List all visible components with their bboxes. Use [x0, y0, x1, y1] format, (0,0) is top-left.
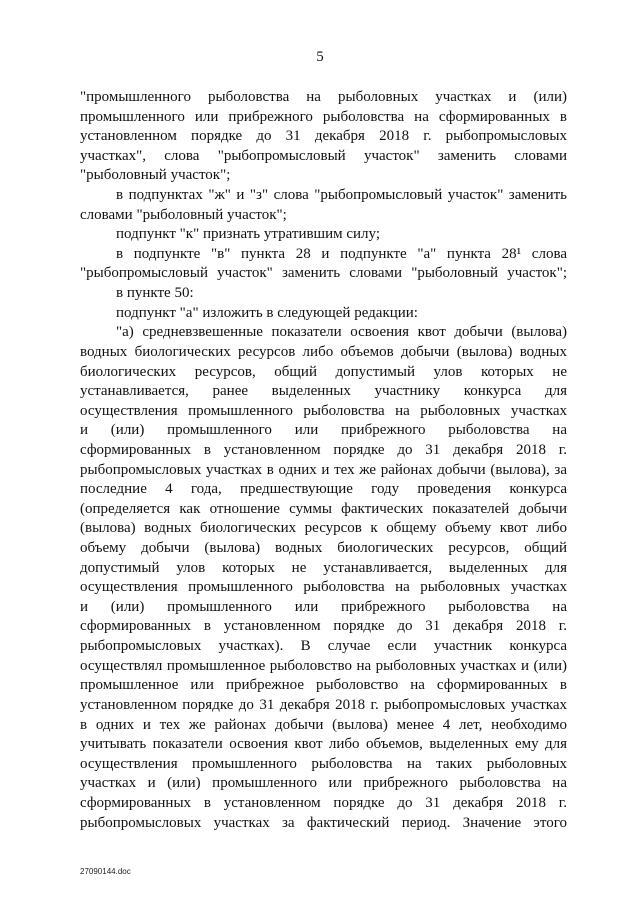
footer-file-code: 27090144.doc: [80, 867, 131, 876]
text-line: установленном порядке до 31 декабря 2018 г. рыбопромысловых: [80, 128, 567, 145]
text-line: "а) средневзвешенные показатели освоения квот добычи (вылова): [116, 324, 567, 341]
text-line: в подпунктах "ж" и "з" слова "рыбопромысловый участок" заменить: [116, 187, 567, 204]
text-line: в пункте 50:: [116, 285, 194, 302]
text-line: в подпункте "в" пункта 28 и подпункте "а" пункта 28¹ слова: [116, 245, 567, 262]
text-line: подпункт "а" изложить в следующей редакции:: [116, 304, 418, 321]
text-line: подпункт "к" признать утратившим силу;: [116, 226, 381, 243]
text-line: учитывать показатели освоения квот либо объемов, выделенных ему для: [80, 736, 567, 753]
text-line: устанавливается, ранее выделенных участнику конкурса для: [80, 383, 567, 400]
text-line: промышленное или прибрежное рыболовство на сформированных в: [80, 677, 567, 694]
text-line: "промышленного рыболовства на рыболовных участках и (или): [80, 89, 567, 105]
text-line: и (или) промышленного или прибрежного рыболовства на: [80, 598, 567, 615]
text-line: (определяется как отношение суммы фактических показателей добычи: [80, 500, 567, 517]
text-line: осуществления промышленного рыболовства на рыболовных участках: [80, 402, 567, 419]
text-line: биологических ресурсов, общий допустимый улов которых не: [80, 363, 567, 380]
text-line: допустимый улов которых не устанавливается, выделенных для: [80, 559, 567, 576]
text-line: "рыбопромысловый участок" заменить словами "рыболовный участок";: [80, 265, 567, 282]
text-line: осуществлял промышленное рыболовство на рыболовных участках и (или): [80, 657, 567, 674]
text-line: осуществления промышленного рыболовства на рыболовных участках: [80, 579, 567, 596]
document-body: [80, 88, 567, 833]
text-line: участках", слова "рыбопромысловый участок" заменить словами: [80, 147, 567, 164]
text-line: рыбопромысловых участках в одних и тех же районах добычи (вылова), за: [80, 461, 567, 478]
text-line: последние 4 года, предшествующие году проведения конкурса: [80, 481, 567, 498]
text-line: водных биологических ресурсов либо объемов добычи (вылова) водных: [80, 343, 567, 360]
text-line: объему добычи (вылова) водных биологических ресурсов, общий: [80, 540, 567, 557]
text-line: сформированных в установленном порядке до 31 декабря 2018 г.: [80, 441, 567, 458]
text-line: и (или) промышленного или прибрежного рыболовства на: [80, 422, 567, 439]
text-line: осуществления промышленного рыболовства на таких рыболовных: [80, 755, 567, 772]
text-line: "рыболовный участок";: [80, 167, 231, 184]
text-line: рыбопромысловых участках за фактический период. Значение этого: [80, 814, 567, 831]
text-line: промышленного или прибрежного рыболовства на сформированных в: [80, 108, 567, 125]
text-line: сформированных в установленном порядке до 31 декабря 2018 г.: [80, 794, 567, 811]
text-line: установленном порядке до 31 декабря 2018 г. рыбопромысловых участках: [80, 696, 567, 713]
text-line: сформированных в установленном порядке до 31 декабря 2018 г.: [80, 618, 567, 635]
text-line: словами "рыболовный участок";: [80, 206, 287, 223]
page-number: 5: [316, 49, 324, 65]
text-line: рыбопромысловых участках). В случае если участник конкурса: [80, 638, 567, 655]
text-line: участках и (или) промышленного или прибрежного рыболовства на: [80, 775, 567, 792]
text-line: (вылова) водных биологических ресурсов к общему объему квот либо: [80, 520, 567, 537]
text-line: в одних и тех же районах добычи (вылова) менее 4 лет, необходимо: [80, 716, 567, 733]
